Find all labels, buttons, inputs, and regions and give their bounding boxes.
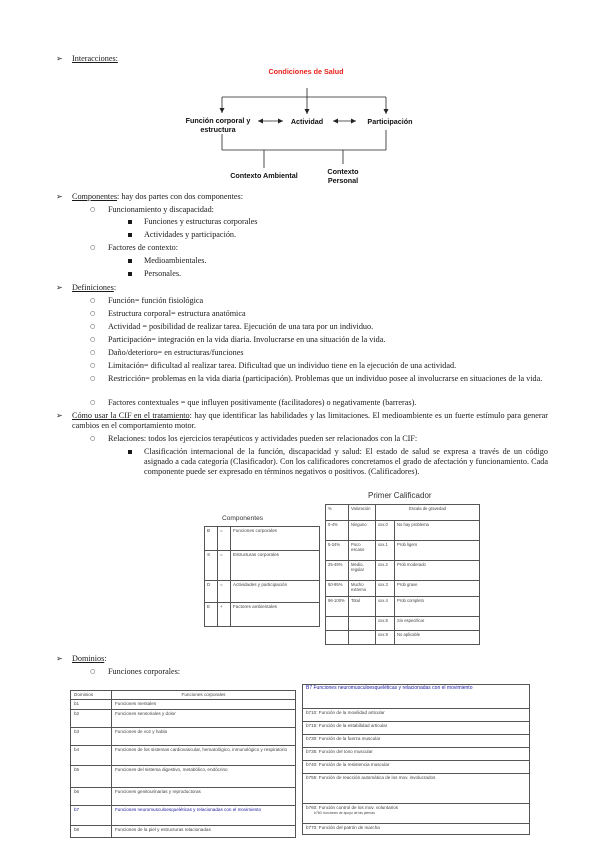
table-row bbox=[71, 700, 296, 710]
table-row bbox=[326, 617, 480, 631]
comp-sep: = bbox=[218, 581, 231, 603]
cal-pct: 0-4% bbox=[326, 521, 349, 541]
table-row bbox=[71, 691, 296, 700]
circle-bullet-icon: ○ bbox=[90, 244, 96, 251]
cal-desc: No aplicable bbox=[395, 631, 480, 645]
dom-label: Funciones de los sistemas cardiovascular, hematológico, inmunológico y respiratorio bbox=[112, 746, 296, 766]
cal-val bbox=[349, 617, 376, 631]
cif-diagram bbox=[0, 0, 600, 190]
cal-code: xxx.1 bbox=[376, 541, 395, 561]
dom-label: Funciones sensoriales y dolor bbox=[112, 710, 296, 728]
cal-pct bbox=[326, 631, 349, 645]
table-row bbox=[205, 527, 320, 551]
circle-bullet-icon: ○ bbox=[90, 310, 96, 317]
componentes-rest: : hay dos partes con dos componentes: bbox=[117, 192, 244, 201]
square-bullet-icon bbox=[128, 220, 132, 224]
dom-right-item: b710: Función de la movilidad articular bbox=[303, 709, 530, 722]
definiciones-line: Definiciones: bbox=[72, 283, 117, 292]
componentes-item: Factores de contexto: bbox=[108, 243, 179, 252]
table-row bbox=[71, 710, 296, 728]
table-row bbox=[303, 748, 530, 761]
table-row bbox=[303, 804, 530, 824]
table-row bbox=[326, 541, 480, 561]
dom-code: b1 bbox=[71, 700, 112, 710]
table-row bbox=[205, 551, 320, 581]
comp-sep: + bbox=[218, 603, 231, 627]
interacciones-heading: Interacciones: bbox=[72, 54, 118, 63]
definiciones-heading: Definiciones bbox=[72, 283, 114, 292]
cal-val: Poco escaso bbox=[349, 541, 376, 561]
cal-pct: 96-100% bbox=[326, 597, 349, 617]
dominios-left-table bbox=[70, 690, 296, 838]
definicion-item: Actividad = posibilidad de realizar tarea. Ejecución de una tara por un individuo. bbox=[108, 322, 374, 331]
dominios-heading: Dominios bbox=[72, 654, 105, 663]
calificador-title: Primer Calificador bbox=[368, 491, 432, 500]
definicion-item: Estructura corporal= estructura anatómica bbox=[108, 309, 246, 318]
componentes-subitem: Medioambientales. bbox=[144, 256, 207, 265]
comp-label: Estructuras corporales bbox=[231, 551, 320, 581]
calificador-table bbox=[325, 504, 480, 645]
cal-header: % bbox=[326, 505, 349, 521]
bullet-arrow-icon: ➢ bbox=[56, 283, 63, 292]
circle-bullet-icon: ○ bbox=[90, 668, 96, 675]
table-row bbox=[326, 581, 480, 597]
bullet-arrow-icon: ➢ bbox=[56, 654, 63, 663]
dom-label: Funciones del sistema digestivo, metabólico, endócrino bbox=[112, 766, 296, 788]
dominios-right-table bbox=[302, 684, 530, 835]
cal-code: xxx.9 bbox=[376, 631, 395, 645]
cal-val bbox=[349, 631, 376, 645]
dom-label: Funciones neuromusculoesqueléticas y relacionadas con el movimiento bbox=[112, 806, 296, 826]
dom-label: Funciones de la piel y estructuras relacionadas bbox=[112, 826, 296, 838]
cal-desc: Prob completo bbox=[395, 597, 480, 617]
table-row bbox=[71, 728, 296, 746]
circle-bullet-icon: ○ bbox=[90, 297, 96, 304]
componentes-table-title: Componentes bbox=[222, 515, 264, 522]
definicion-item: Restricción= problemas en la vida diaria (participación). Problemas que un individuo posee al involucrarse en situaciones de la vida. bbox=[108, 374, 543, 383]
dom-header: Funciones corporales bbox=[112, 691, 296, 700]
dom-right-title: B7 Funciones neuromusculoesqueléticas y relacionadas con el movimiento bbox=[303, 685, 530, 709]
dom-code: b7 bbox=[71, 806, 112, 826]
table-row bbox=[303, 735, 530, 748]
como-usar-rest: : hay que identificar las habilidades y las limitaciones. El medioambiente es un fuerte estímulo para generar cambios en el comportamiento motor. bbox=[72, 411, 548, 431]
cal-val: Ninguno bbox=[349, 521, 376, 541]
comp-code: E bbox=[205, 603, 218, 627]
table-row bbox=[326, 597, 480, 617]
como-usar-paragraph bbox=[72, 411, 548, 431]
cal-pct: 50-95% bbox=[326, 581, 349, 597]
table-row bbox=[303, 824, 530, 835]
componentes-line bbox=[72, 192, 243, 202]
diagram-actividad: Actividad bbox=[290, 117, 324, 126]
diagram-participacion: Participación bbox=[367, 117, 413, 126]
comp-code: B bbox=[205, 527, 218, 551]
dom-label: Funciones mentales bbox=[112, 700, 296, 710]
table-row bbox=[303, 685, 530, 709]
circle-bullet-icon: ○ bbox=[90, 375, 96, 382]
definicion-item: Limitación= dificultad al realizar tarea. Dificultad que un individuo tiene en la ejecución de una actividad. bbox=[108, 361, 457, 370]
cal-code: xxx.2 bbox=[376, 561, 395, 581]
cal-desc: Prob ligero bbox=[395, 541, 480, 561]
cal-desc: Prob grave bbox=[395, 581, 480, 597]
dom-right-item-text: b760: Función control de los mov. voluntarios bbox=[306, 805, 399, 810]
dom-code: b5 bbox=[71, 766, 112, 788]
como-usar-heading: Cómo usar la CIF en el tratamiento bbox=[72, 411, 190, 420]
dom-right-item: b730: Función de la fuerza muscular bbox=[303, 735, 530, 748]
table-row bbox=[71, 826, 296, 838]
table-row bbox=[71, 766, 296, 788]
dom-label: Funciones genitourinarias y reproductoras bbox=[112, 788, 296, 806]
cal-header: Valoración bbox=[349, 505, 376, 521]
dom-right-item: b770: Función del patrón de marcha bbox=[303, 824, 530, 835]
componentes-subitem: Actividades y participación. bbox=[144, 230, 237, 239]
table-row bbox=[205, 603, 320, 627]
table-row bbox=[71, 788, 296, 806]
componentes-subitem: Funciones y estructuras corporales bbox=[144, 217, 258, 226]
circle-bullet-icon: ○ bbox=[90, 399, 96, 406]
comp-sep: = bbox=[218, 551, 231, 581]
definicion-item: Función= función fisiológica bbox=[108, 296, 204, 305]
dominios-sub: Funciones corporales: bbox=[108, 667, 181, 676]
circle-bullet-icon: ○ bbox=[90, 323, 96, 330]
definicion-item: Participación= integración en la vida diaria. Involucrarse en una situación de la vida. bbox=[108, 335, 386, 344]
square-bullet-icon bbox=[128, 259, 132, 263]
dom-header: Dominios bbox=[71, 691, 112, 700]
table-row bbox=[326, 505, 480, 521]
dom-code: b4 bbox=[71, 746, 112, 766]
componentes-heading: Componentes bbox=[72, 192, 118, 201]
table-row bbox=[303, 774, 530, 804]
comp-code: S bbox=[205, 551, 218, 581]
square-bullet-icon bbox=[128, 272, 132, 276]
circle-bullet-icon: ○ bbox=[90, 362, 96, 369]
comp-label: Actividades y participación bbox=[231, 581, 320, 603]
cal-code: xxx.0 bbox=[376, 521, 395, 541]
dom-right-item: b715: Función de la estabilidad articular bbox=[303, 722, 530, 735]
dom-label: Funciones de voz y habla bbox=[112, 728, 296, 746]
diagram-connectors bbox=[0, 0, 600, 190]
definicion-item: Daño/deterioro= en estructuras/funciones bbox=[108, 348, 244, 357]
comp-label: Funciones corporales bbox=[231, 527, 320, 551]
cal-pct bbox=[326, 617, 349, 631]
cal-desc: Sin especificar bbox=[395, 617, 480, 631]
comp-sep: = bbox=[218, 527, 231, 551]
dom-right-item: b755: Función de reacción automática de los mov. involucrados bbox=[303, 774, 530, 804]
relaciones-text: Relaciones: todos los ejercicios terapéuticos y actividades pueden ser relacionados con la CIF: bbox=[108, 434, 418, 443]
cal-code: xxx.8 bbox=[376, 617, 395, 631]
dominios-line: Dominios: bbox=[72, 654, 107, 663]
bullet-arrow-icon: ➢ bbox=[56, 411, 63, 420]
circle-bullet-icon: ○ bbox=[90, 349, 96, 356]
table-row bbox=[303, 761, 530, 774]
cal-code: xxx.3 bbox=[376, 581, 395, 597]
circle-bullet-icon: ○ bbox=[90, 206, 96, 213]
square-bullet-icon bbox=[128, 450, 132, 454]
table-row bbox=[303, 709, 530, 722]
diagram-contexto-personal: Contexto Personal bbox=[327, 167, 359, 185]
cal-header: Escala de gravedad bbox=[376, 505, 480, 521]
cal-val: Total bbox=[349, 597, 376, 617]
table-row bbox=[303, 722, 530, 735]
cal-val: Medio, regular bbox=[349, 561, 376, 581]
dom-right-note: b760: funciones de apoyo de las piernas bbox=[314, 810, 375, 815]
diagram-condiciones: Condiciones de Salud bbox=[268, 67, 344, 76]
circle-bullet-icon: ○ bbox=[90, 336, 96, 343]
square-bullet-icon bbox=[128, 233, 132, 237]
table-row bbox=[71, 806, 296, 826]
dom-right-item bbox=[303, 804, 530, 824]
table-row bbox=[326, 631, 480, 645]
dom-code: b2 bbox=[71, 710, 112, 728]
clasificacion-text: Clasificación internacional de la función, discapacidad y salud: El estado de salud se expresa a través de un código asignado a cada categoría (Clasificador). Con los calificadores concretamos el grado de afectación y funcionamiento. Cada componente puede ser expresado en términos negativos o positivos. (Calificadores). bbox=[144, 447, 548, 477]
table-row bbox=[205, 581, 320, 603]
componentes-subitem: Personales. bbox=[144, 269, 182, 278]
diagram-contexto-ambiental: Contexto Ambiental bbox=[230, 171, 298, 180]
componentes-item: Funcionamiento y discapacidad: bbox=[108, 205, 214, 214]
table-row bbox=[326, 521, 480, 541]
table-row bbox=[71, 746, 296, 766]
comp-label: Factores ambientales bbox=[231, 603, 320, 627]
dom-code: b3 bbox=[71, 728, 112, 746]
comp-code: D bbox=[205, 581, 218, 603]
componentes-table bbox=[204, 526, 320, 627]
cal-code: xxx.4 bbox=[376, 597, 395, 617]
bullet-arrow-icon: ➢ bbox=[56, 192, 63, 201]
dom-code: b6 bbox=[71, 788, 112, 806]
cal-pct: 5-24% bbox=[326, 541, 349, 561]
definicion-item: Factores contextuales = que influyen positivamente (facilitadores) o negativamente (barreras). bbox=[108, 398, 417, 407]
circle-bullet-icon: ○ bbox=[90, 435, 96, 442]
dom-code: b8 bbox=[71, 826, 112, 838]
bullet-arrow-icon: ➢ bbox=[56, 54, 63, 63]
dom-right-item: b740: Función de la resistencia muscular bbox=[303, 761, 530, 774]
cal-desc: No hay problema bbox=[395, 521, 480, 541]
table-row bbox=[326, 561, 480, 581]
dom-right-item: b735: Función del tono muscular bbox=[303, 748, 530, 761]
cal-val: Mucho extremo bbox=[349, 581, 376, 597]
cal-pct: 25-49% bbox=[326, 561, 349, 581]
diagram-funcion: Función corporal y estructura bbox=[185, 116, 251, 134]
cal-desc: Prob moderado bbox=[395, 561, 480, 581]
